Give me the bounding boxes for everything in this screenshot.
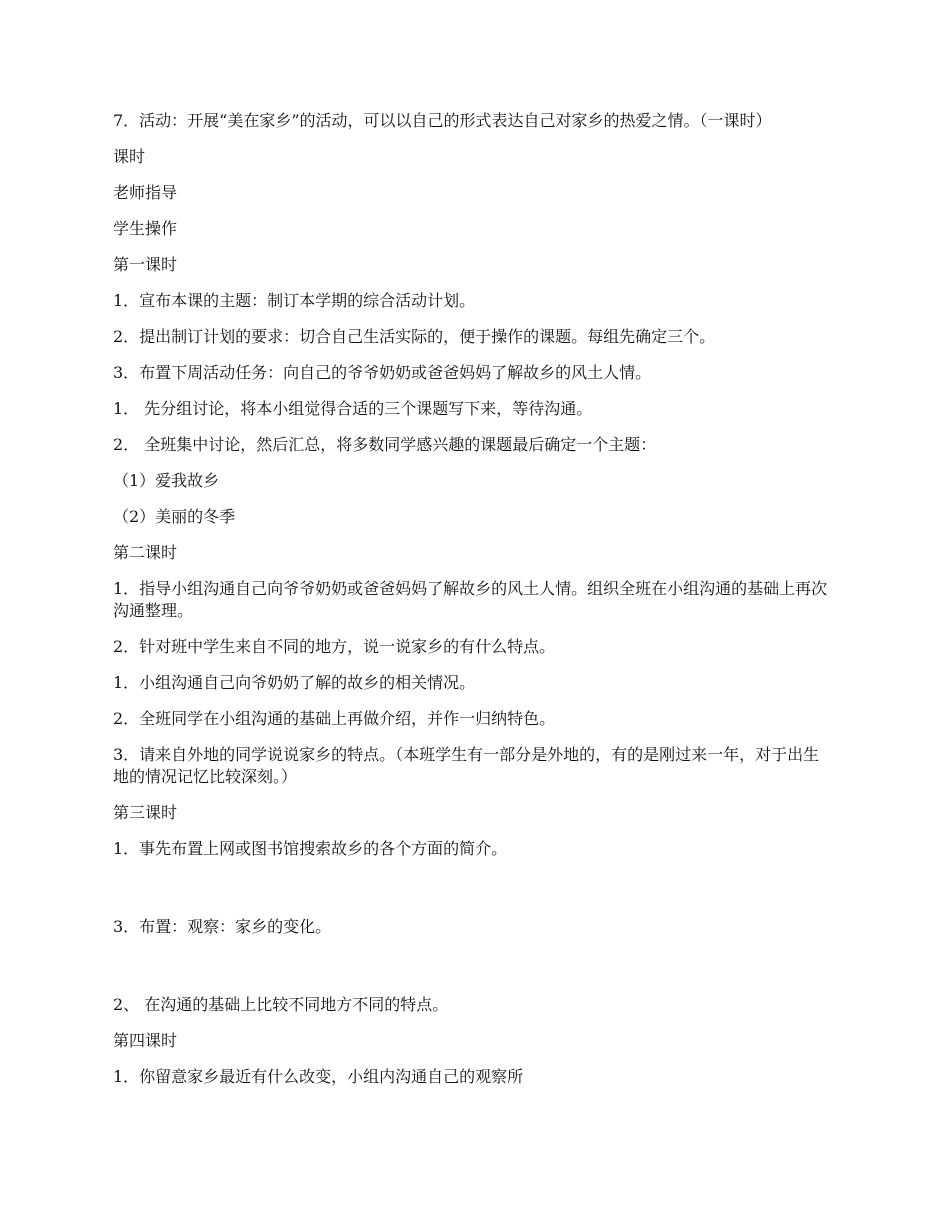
list-item: 2．提出制订计划的要求：切合自己生活实际的，便于操作的课题。每组先确定三个。	[113, 327, 716, 346]
paragraph-lesson-label: 课时	[113, 147, 146, 166]
sub-item: （2）美丽的冬季	[113, 507, 236, 526]
list-item: 1．你留意家乡最近有什么改变，小组内沟通自己的观察所	[113, 1067, 524, 1086]
list-item: 3．布置：观察：家乡的变化。	[113, 917, 332, 936]
list-item: 2、 在沟通的基础上比较不同地方不同的特点。	[113, 995, 449, 1014]
list-item: 3．布置下周活动任务：向自己的爷爷奶奶或爸爸妈妈了解故乡的风土人情。	[113, 363, 652, 382]
list-item: 1．宣布本课的主题：制订本学期的综合活动计划。	[113, 291, 476, 310]
list-item: 2．针对班中学生来自不同的地方，说一说家乡的有什么特点。	[113, 637, 556, 656]
list-item: 2．全班同学在小组沟通的基础上再做介绍，并作一归纳特色。	[113, 709, 556, 728]
list-item: 1．小组沟通自己向爷奶奶了解的故乡的相关情况。	[113, 673, 476, 692]
heading-lesson-4: 第四课时	[113, 1031, 178, 1050]
sub-item: （1）爱我故乡	[113, 471, 220, 490]
heading-lesson-3: 第三课时	[113, 803, 178, 822]
paragraph-activity: 7．活动：开展“美在家乡”的活动，可以以自己的形式表达自己对家乡的热爱之情。（一课时）	[113, 111, 772, 130]
paragraph-student-operation: 学生操作	[113, 219, 178, 238]
heading-lesson-1: 第一课时	[113, 255, 178, 274]
heading-lesson-2: 第二课时	[113, 543, 178, 562]
list-item: 1．事先布置上网或图书馆搜索故乡的各个方面的简介。	[113, 839, 508, 858]
paragraph-teacher-guidance: 老师指导	[113, 183, 178, 202]
list-item: 2． 全班集中讨论，然后汇总，将多数同学感兴趣的课题最后确定一个主题：	[113, 435, 657, 454]
list-item: 1． 先分组讨论，将本小组觉得合适的三个课题写下来，等待沟通。	[113, 399, 593, 418]
list-item: 3．请来自外地的同学说说家乡的特点。（本班学生有一部分是外地的，有的是刚过来一年，对于出生地的情况记忆比较深刻。）	[113, 745, 820, 786]
document-body	[113, 110, 833, 1102]
list-item: 1．指导小组沟通自己向爷爷奶奶或爸爸妈妈了解故乡的风土人情。组织全班在小组沟通的基础上再次沟通整理。	[113, 579, 828, 620]
